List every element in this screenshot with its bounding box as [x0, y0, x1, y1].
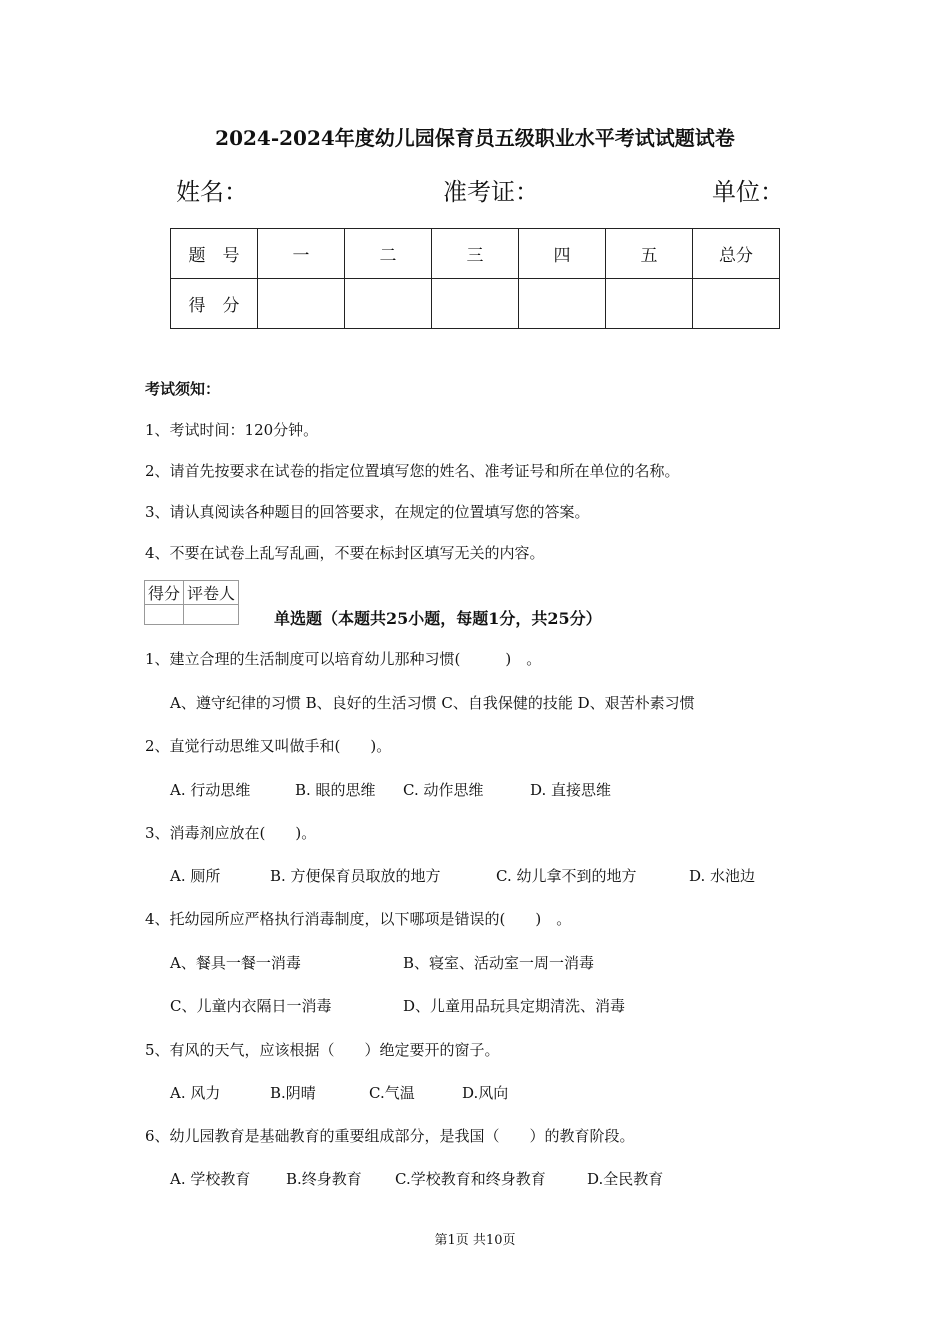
score-entry-cell: [519, 279, 606, 329]
option-c: C、儿童内衣隔日一消毒: [170, 997, 332, 1015]
score-table-cell: 题 号: [171, 229, 258, 279]
option-c: C.学校教育和终身教育: [395, 1170, 546, 1188]
section-title: 单选题（本题共25小题，每题1分，共25分）: [274, 609, 602, 628]
note-item: 3、请认真阅读各种题目的回答要求，在规定的位置填写您的答案。: [145, 503, 590, 521]
question-text: 1、建立合理的生活制度可以培育幼儿那种习惯( ) 。: [145, 650, 542, 668]
option-a: A. 行动思维: [170, 781, 251, 799]
option-d: D. 直接思维: [530, 781, 612, 799]
note-item: 4、不要在试卷上乱写乱画，不要在标封区填写无关的内容。: [145, 544, 545, 562]
score-entry-cell: [606, 279, 693, 329]
score-row-label: 得 分: [171, 279, 258, 329]
option-b: B. 眼的思维: [295, 781, 376, 799]
option-d: D、儿童用品玩具定期清洗、消毒: [403, 997, 626, 1015]
grader-box: [144, 580, 239, 625]
grader-score-label: 得分: [145, 581, 184, 605]
score-table-cell: 一: [258, 229, 345, 279]
option-b: B、寝室、活动室一周一消毒: [403, 954, 595, 972]
question-text: 2、直觉行动思维又叫做手和( )。: [145, 737, 392, 755]
note-item: 1、考试时间：120分钟。: [145, 421, 319, 439]
option-b: B. 方便保育员取放的地方: [270, 867, 441, 885]
score-entry-cell: [432, 279, 519, 329]
score-table-cell: 二: [345, 229, 432, 279]
page-footer: 第1页 共10页: [434, 1233, 516, 1248]
option-a: A. 厕所: [170, 867, 221, 885]
grader-name-cell: [184, 605, 239, 625]
unit-field-label: 单位：: [712, 178, 784, 206]
option-c: C. 幼儿拿不到的地方: [496, 867, 637, 885]
score-table-header-row: [171, 229, 780, 279]
option-c: C.气温: [369, 1084, 415, 1102]
option-d: D.风向: [462, 1084, 509, 1102]
note-item: 2、请首先按要求在试卷的指定位置填写您的姓名、准考证号和所在单位的名称。: [145, 462, 680, 480]
question-text: 3、消毒剂应放在( )。: [145, 824, 317, 842]
option-d: D. 水池边: [689, 867, 756, 885]
score-table-cell: 三: [432, 229, 519, 279]
score-entry-cell: [693, 279, 780, 329]
question-options: A、遵守纪律的习惯 B、良好的生活习惯 C、自我保健的技能 D、艰苦朴素习惯: [170, 694, 695, 712]
score-entry-cell: [345, 279, 432, 329]
notes-heading: 考试须知：: [145, 380, 221, 398]
question-text: 4、托幼园所应严格执行消毒制度，以下哪项是错误的( ) 。: [145, 910, 572, 928]
score-table-cell: 总分: [693, 229, 780, 279]
score-table-cell: 四: [519, 229, 606, 279]
option-a: A、餐具一餐一消毒: [170, 954, 301, 972]
grader-score-cell: [145, 605, 184, 625]
option-a: A. 学校教育: [170, 1170, 251, 1188]
name-field-label: 姓名：: [176, 178, 248, 206]
exam-id-field-label: 准考证：: [443, 178, 539, 206]
score-entry-cell: [258, 279, 345, 329]
option-c: C. 动作思维: [403, 781, 484, 799]
score-table-score-row: [171, 279, 780, 329]
option-d: D.全民教育: [587, 1170, 664, 1188]
score-table-cell: 五: [606, 229, 693, 279]
score-table: [170, 228, 780, 329]
option-a: A. 风力: [170, 1084, 221, 1102]
option-b: B.终身教育: [286, 1170, 362, 1188]
page-title: 2024-2024年度幼儿园保育员五级职业水平考试试题试卷: [215, 126, 735, 150]
option-b: B.阴晴: [270, 1084, 316, 1102]
question-text: 5、有风的天气，应该根据（ ）绝定要开的窗子。: [145, 1041, 500, 1059]
grader-name-label: 评卷人: [184, 581, 239, 605]
question-text: 6、幼儿园教育是基础教育的重要组成部分，是我国（ ）的教育阶段。: [145, 1127, 635, 1145]
